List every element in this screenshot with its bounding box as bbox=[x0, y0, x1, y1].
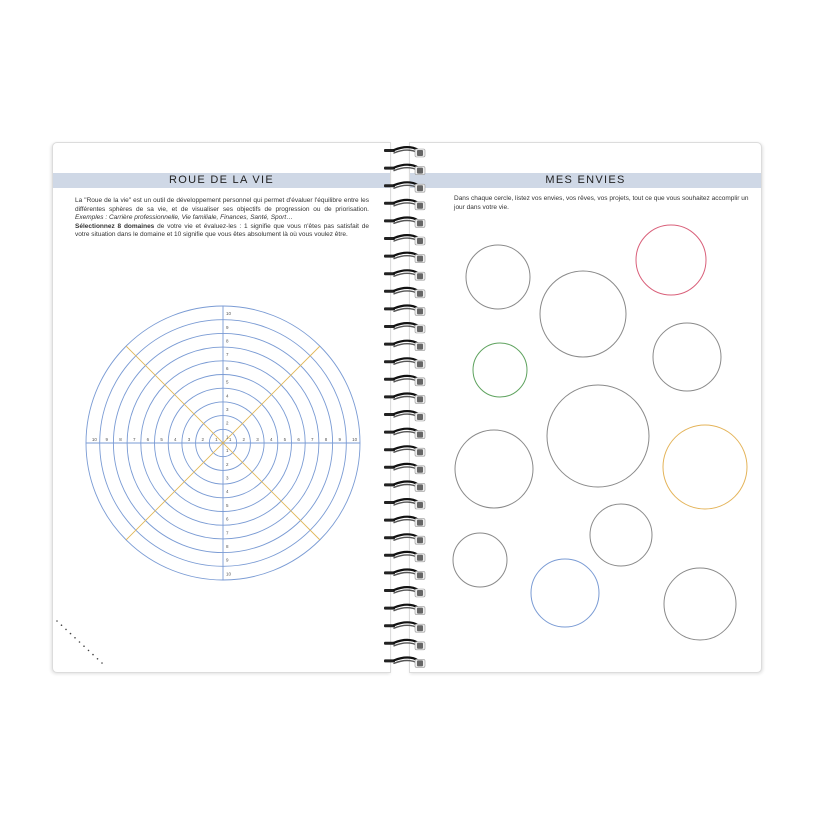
circle-6[interactable] bbox=[547, 385, 649, 487]
wheel-scale-left-8: 8 bbox=[119, 437, 122, 442]
perforation-dot bbox=[101, 662, 103, 664]
right-page-title: MES ENVIES bbox=[545, 174, 626, 186]
circle-1[interactable] bbox=[466, 245, 530, 309]
spiral-ring bbox=[384, 200, 425, 210]
circle-10[interactable] bbox=[453, 533, 507, 587]
spiral-ring bbox=[384, 658, 425, 668]
wheel-scale-up-3: 3 bbox=[226, 407, 229, 412]
spiral-ring bbox=[384, 376, 425, 386]
spiral-ring bbox=[384, 218, 425, 228]
spiral-ring bbox=[384, 570, 425, 580]
wheel-scale-right-2: 2 bbox=[242, 437, 246, 442]
spiral-ring bbox=[384, 288, 425, 298]
wheel-scale-up-6: 6 bbox=[226, 365, 229, 371]
spiral-ring bbox=[384, 534, 425, 544]
spiral-ring bbox=[384, 429, 425, 439]
circle-11[interactable] bbox=[531, 559, 599, 627]
wheel-scale-right-8: 8 bbox=[324, 437, 328, 442]
wheel-scale-down-7: 7 bbox=[226, 530, 229, 536]
spiral-ring bbox=[384, 235, 425, 245]
wheel-scale-right-1: 1 bbox=[228, 437, 232, 442]
circle-3[interactable] bbox=[636, 225, 706, 295]
perforation-dot bbox=[56, 620, 58, 622]
spiral-ring bbox=[384, 622, 425, 632]
circle-2[interactable] bbox=[540, 271, 626, 357]
spiral-ring bbox=[384, 253, 425, 263]
wheel-scale-down-3: 3 bbox=[226, 475, 229, 481]
circle-12[interactable] bbox=[664, 568, 736, 640]
spiral-ring bbox=[384, 552, 425, 562]
wheel-scale-right-5: 5 bbox=[283, 437, 287, 442]
left-page bbox=[52, 142, 391, 673]
wheel-scale-down-2: 2 bbox=[226, 461, 229, 467]
wheel-scale-left-10: 10 bbox=[91, 437, 97, 442]
spiral-ring bbox=[384, 394, 425, 404]
spiral-ring bbox=[384, 411, 425, 421]
perforation-dot bbox=[97, 658, 99, 660]
wheel-scale-right-4: 4 bbox=[269, 437, 273, 442]
perforation-dot bbox=[70, 633, 72, 635]
wheel-scale-left-3: 3 bbox=[187, 437, 191, 442]
spiral-ring bbox=[384, 147, 425, 157]
circle-8[interactable] bbox=[663, 425, 747, 509]
circle-9[interactable] bbox=[590, 504, 652, 566]
left-intro-examples: Exemples : Carrière professionnelle, Vie familiale, Finances, Santé, Sport… bbox=[75, 214, 293, 222]
perforation-dot bbox=[65, 629, 67, 631]
spiral-ring bbox=[384, 165, 425, 175]
spiral-ring bbox=[384, 182, 425, 192]
wheel-scale-down-1: 1 bbox=[226, 448, 229, 454]
wheel-scale-right-9: 9 bbox=[338, 437, 341, 442]
wheel-scale-down-10: 10 bbox=[226, 571, 232, 577]
circle-7[interactable] bbox=[455, 430, 533, 508]
wheel-scale-up-5: 5 bbox=[226, 379, 229, 385]
spiral-ring bbox=[384, 517, 425, 527]
perforation-dot bbox=[79, 641, 81, 643]
left-page-title: ROUE DE LA VIE bbox=[168, 174, 274, 186]
right-intro: Dans chaque cercle, listez vos envies, vos rêves, vos projets, tout ce que vous souhaitez accomplir un jour dans votre vie. bbox=[454, 195, 749, 211]
wheel-scale-left-7: 7 bbox=[132, 437, 136, 442]
right-page bbox=[409, 142, 762, 673]
spiral-ring bbox=[384, 499, 425, 509]
left-intro-p2-text: de votre vie et évaluez-les : 1 signifie que vous n'êtes pas satisfait de votre situation dans le domaine et 10 signifie que vous êtes absolument là où vous voulez être. bbox=[75, 222, 369, 239]
perforation-dot bbox=[92, 654, 94, 656]
wheel-scale-down-8: 8 bbox=[226, 544, 229, 549]
wheel-scale-right-7: 7 bbox=[311, 437, 314, 442]
spiral-ring bbox=[384, 464, 425, 474]
wheel-scale-up-9: 9 bbox=[226, 324, 229, 330]
spiral-ring bbox=[384, 482, 425, 492]
wheel-scale-left-6: 6 bbox=[146, 437, 150, 442]
spiral-ring bbox=[384, 306, 425, 316]
perforation-dot bbox=[83, 645, 85, 647]
spiral-ring bbox=[384, 605, 425, 615]
perforation-dot bbox=[61, 624, 63, 626]
wheel-scale-down-4: 4 bbox=[226, 489, 229, 495]
wheel-scale-left-4: 4 bbox=[174, 437, 177, 442]
perforation-dot bbox=[74, 637, 76, 639]
spiral-binding bbox=[380, 143, 430, 683]
wheel-scale-down-6: 6 bbox=[226, 516, 229, 522]
wheel-scale-down-9: 9 bbox=[226, 557, 229, 563]
circle-4[interactable] bbox=[473, 343, 527, 397]
wheel-scale-up-4: 4 bbox=[226, 393, 229, 399]
left-intro-p2-bold: Sélectionnez 8 domaines bbox=[75, 222, 155, 230]
wheel-scale-right-6: 6 bbox=[297, 437, 300, 442]
spiral-ring bbox=[384, 446, 425, 456]
spiral-ring bbox=[384, 323, 425, 333]
wheel-scale-right-3: 3 bbox=[256, 437, 259, 442]
wheel-scale-left-2: 2 bbox=[201, 437, 204, 442]
wheel-scale-up-7: 7 bbox=[226, 352, 229, 358]
spiral-ring bbox=[384, 587, 425, 597]
envies-circles bbox=[410, 143, 763, 674]
corner-dots bbox=[53, 143, 392, 674]
wheel-scale-left-5: 5 bbox=[160, 437, 163, 442]
wheel-scale-down-5: 5 bbox=[226, 502, 229, 508]
spiral-ring bbox=[384, 341, 425, 351]
perforation-dot bbox=[88, 650, 90, 652]
wheel-scale-up-8: 8 bbox=[226, 338, 229, 344]
left-intro-p1-text: La "Roue de la vie" est un outil de développement personnel qui permet d'évaluer l'équilibre entre les différentes sphères de sa vie, et de visualiser ses objectifs de progression ou de priorisation. bbox=[75, 197, 369, 213]
spiral-ring bbox=[384, 358, 425, 368]
circle-5[interactable] bbox=[653, 323, 721, 391]
wheel-scale-right-10: 10 bbox=[352, 437, 358, 442]
wheel-scale-up-10: 10 bbox=[226, 311, 232, 317]
wheel-scale-up-1: 1 bbox=[226, 434, 229, 440]
wheel-scale-left-9: 9 bbox=[105, 437, 109, 442]
wheel-scale-up-2: 2 bbox=[226, 420, 229, 426]
wheel-scale-left-1: 1 bbox=[215, 437, 218, 442]
spiral-ring bbox=[384, 270, 425, 280]
spiral-ring bbox=[384, 640, 425, 650]
